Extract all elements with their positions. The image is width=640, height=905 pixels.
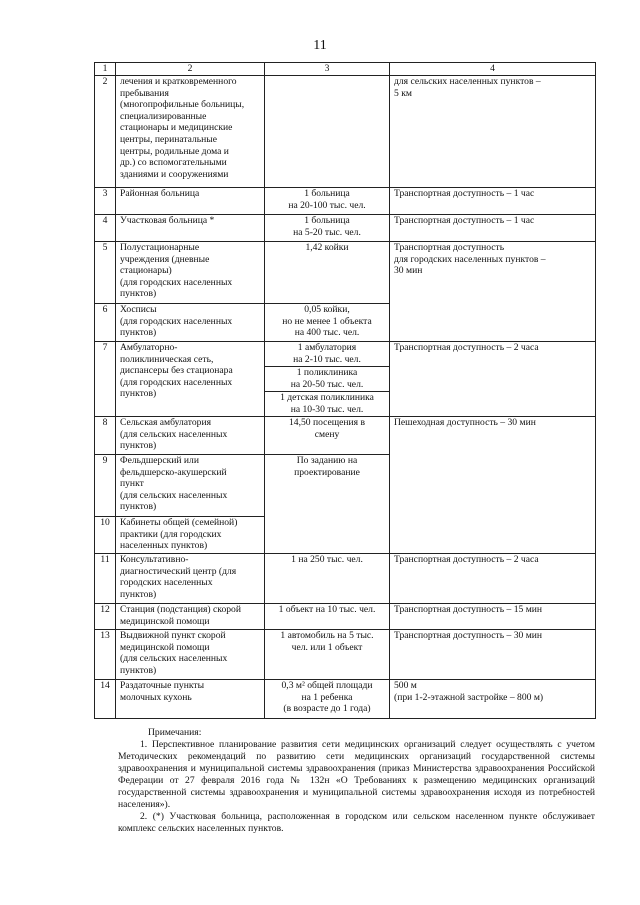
header-cell: 2 (116, 63, 265, 76)
facility-name: Сельская амбулатория (для сельских населенных пунктов) (116, 417, 265, 455)
norm-cell: 1 больница на 5-20 тыс. чел. (265, 215, 390, 242)
facility-name: Районная больница (116, 188, 265, 215)
header-cell: 1 (95, 63, 116, 76)
norm-cell: По заданию на проектирование (265, 455, 390, 554)
row-number: 10 (95, 517, 116, 554)
note-item: 1. Перспективное планирование развития сети медицинских организаций следует осуществлять с учетом Методических рекомендаций по развитию сети медицинских организаций государственной системы здравоохранения и муниципальной системы здравоохранения (приказ Министерства здравоохранения Российской Федерации от 27 февраля 2016 года № 132н «О Требованиях к размещению медицинских организаций государственной системы здравоохранения и муниципальной системы здравоохранения исходя из потребностей населения»). (118, 739, 595, 810)
facility-name: Участковая больница * (116, 215, 265, 242)
row-number: 14 (95, 680, 116, 719)
access-cell: Транспортная доступность – 2 часа (390, 342, 596, 417)
notes-section (118, 727, 595, 835)
facility-name: Амбулаторно- поликлиническая сеть, диспансеры без стационара (для городских населенных пунктов) (116, 342, 265, 417)
table-row (95, 76, 596, 188)
norm-cell: 14,50 посещения в смену (265, 417, 390, 455)
access-cell: Транспортная доступность – 1 час (390, 215, 596, 242)
norm-cell: 1 на 250 тыс. чел. (265, 554, 390, 604)
facility-name: Выдвижной пункт скорой медицинской помощи (для сельских населенных пунктов) (116, 630, 265, 680)
facility-name: Фельдшерский или фельдшерско-акушерский пункт (для сельских населенных пунктов) (116, 455, 265, 517)
access-cell: Транспортная доступность – 30 мин (390, 630, 596, 680)
row-number: 8 (95, 417, 116, 455)
table-row (95, 417, 596, 455)
norm-cell: 0,05 койки, но не менее 1 объекта на 400 тыс. чел. (265, 304, 390, 342)
table-header-row (95, 63, 596, 76)
norm-cell: 0,3 м² общей площади на 1 ребенка (в возрасте до 1 года) (265, 680, 390, 719)
facility-name: Станция (подстанция) скорой медицинской помощи (116, 604, 265, 630)
access-cell: 500 м (при 1-2-этажной застройке – 800 м) (390, 680, 596, 719)
table-row (95, 188, 596, 215)
row-number: 13 (95, 630, 116, 680)
header-cell: 3 (265, 63, 390, 76)
row-number: 4 (95, 215, 116, 242)
table-row (95, 630, 596, 680)
facility-name: Полустационарные учреждения (дневные стационары) (для городских населенных пунктов) (116, 242, 265, 304)
norm-cell: 1 автомобиль на 5 тыс. чел. или 1 объект (265, 630, 390, 680)
table-row (95, 342, 596, 367)
norm-cell: 1 больница на 20-100 тыс. чел. (265, 188, 390, 215)
access-cell: Транспортная доступность для городских населенных пунктов – 30 мин (390, 242, 596, 342)
norm-cell: 1 детская поликлиника на 10-30 тыс. чел. (265, 392, 390, 417)
facility-name: Хосписы (для городских населенных пунктов) (116, 304, 265, 342)
access-cell: Транспортная доступность – 2 часа (390, 554, 596, 604)
row-number: 12 (95, 604, 116, 630)
facility-name: Раздаточные пункты молочных кухонь (116, 680, 265, 719)
row-number: 11 (95, 554, 116, 604)
table-row (95, 680, 596, 719)
row-number: 5 (95, 242, 116, 304)
access-cell: Транспортная доступность – 1 час (390, 188, 596, 215)
row-number: 2 (95, 76, 116, 188)
header-cell: 4 (390, 63, 596, 76)
norm-cell: 1,42 койки (265, 242, 390, 304)
norm-cell (265, 76, 390, 188)
facility-name: Консультативно- диагностический центр (для городских населенных пунктов) (116, 554, 265, 604)
notes-title: Примечания: (148, 727, 202, 738)
table-row (95, 604, 596, 630)
norms-table (94, 62, 596, 719)
row-number: 9 (95, 455, 116, 517)
row-number: 6 (95, 304, 116, 342)
note-item: 2. (*) Участковая больница, расположенная в городском или сельском населенном пункте обслуживает комплекс сельских населенных пунктов. (118, 811, 595, 834)
facility-name: лечения и кратковременного пребывания (многопрофильные больницы, специализированные стационары и медицинские центры, перинатальные центры, родильные дома и др.) со вспомогательными зданиями и сооружениями (116, 76, 265, 188)
row-number: 3 (95, 188, 116, 215)
table-row (95, 215, 596, 242)
table-row (95, 554, 596, 604)
row-number: 7 (95, 342, 116, 417)
access-cell: Транспортная доступность – 15 мин (390, 604, 596, 630)
access-cell: для сельских населенных пунктов – 5 км (390, 76, 596, 188)
page-number: 11 (313, 38, 327, 53)
norm-cell: 1 объект на 10 тыс. чел. (265, 604, 390, 630)
norm-cell: 1 амбулатория на 2-10 тыс. чел. (265, 342, 390, 367)
facility-name: Кабинеты общей (семейной) практики (для городских населенных пунктов) (116, 517, 265, 554)
table-row (95, 242, 596, 304)
access-cell: Пешеходная доступность – 30 мин (390, 417, 596, 554)
norm-cell: 1 поликлиника на 20-50 тыс. чел. (265, 367, 390, 392)
